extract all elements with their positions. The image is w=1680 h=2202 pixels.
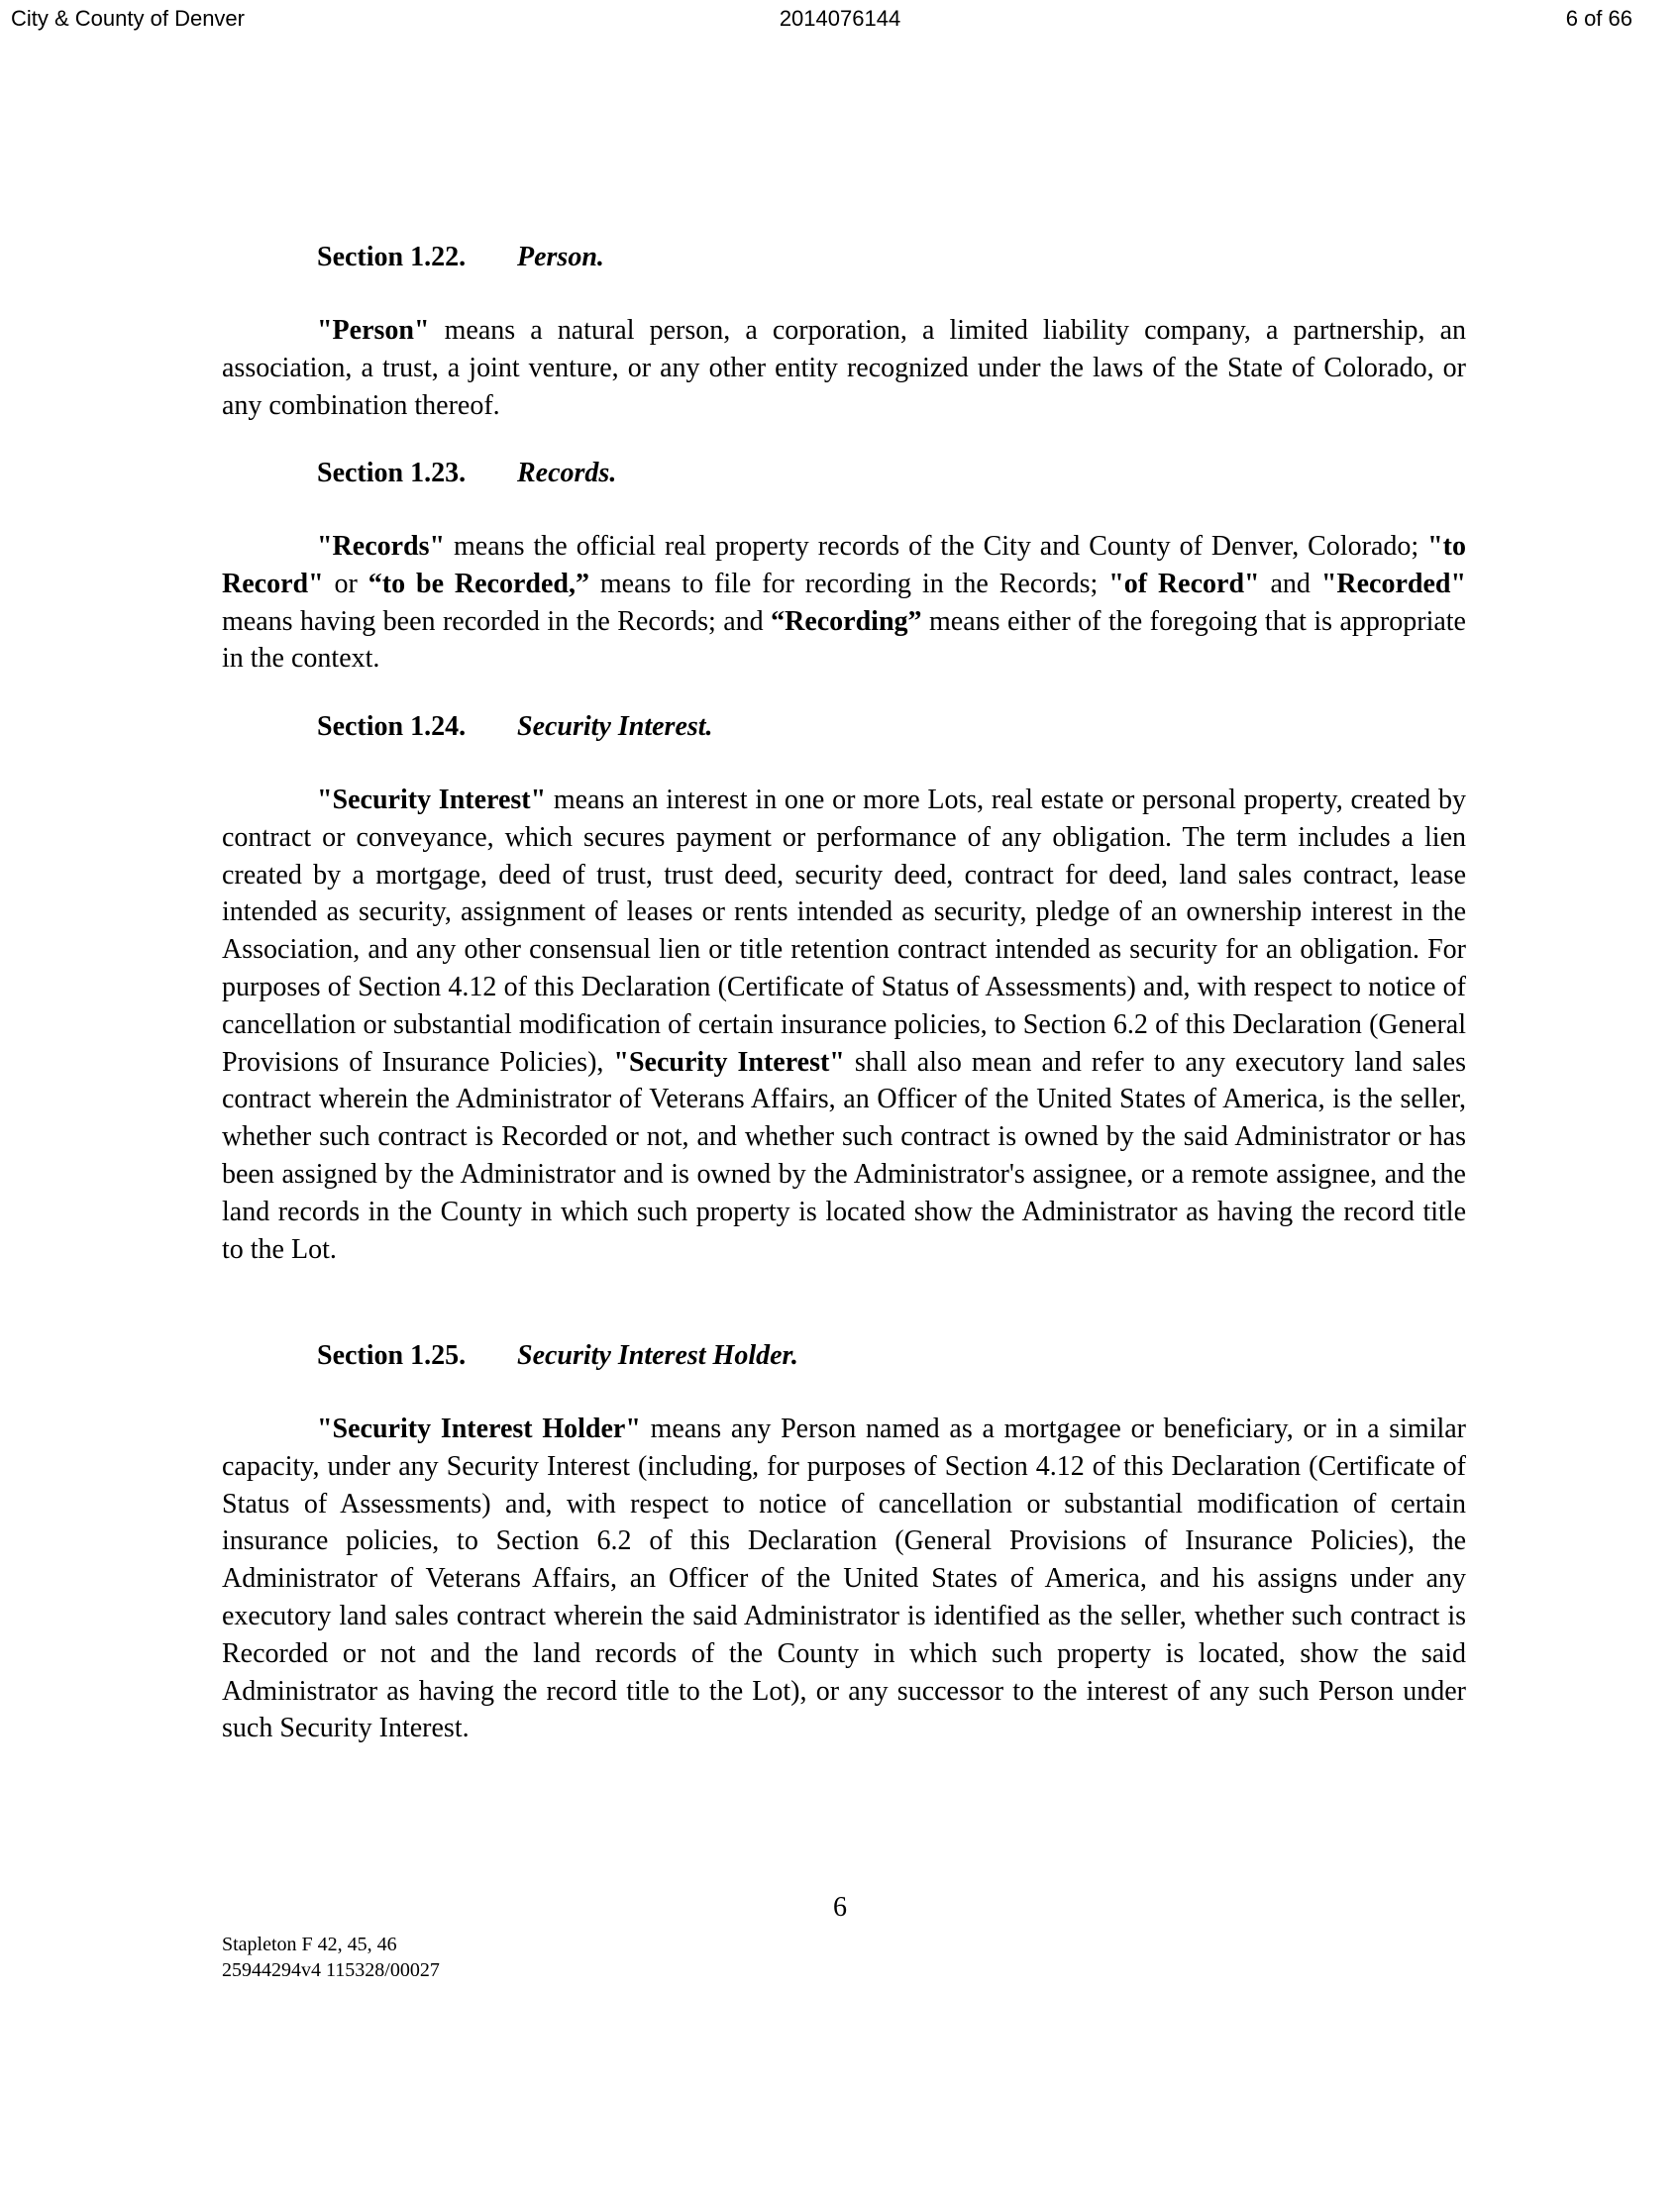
header-reception-number: 2014076144 — [779, 6, 901, 31]
defined-term: "Records" — [317, 531, 446, 562]
footer-line: Stapleton F 42, 45, 46 — [222, 1934, 397, 1955]
section-number: Section 1.24. — [317, 711, 467, 742]
header-page-count: 6 of 66 — [1565, 6, 1632, 31]
paragraph-text: or — [323, 568, 368, 599]
section-number: Section 1.22. — [317, 242, 467, 272]
page-number: 6 — [833, 1892, 847, 1923]
section-paragraph — [222, 1411, 1466, 1747]
defined-term: "Recorded" — [1320, 568, 1466, 599]
paragraph-text: means to file for recording in the Records; — [588, 568, 1109, 599]
section-heading — [317, 458, 616, 489]
section-title: Security Interest Holder. — [517, 1340, 798, 1371]
section-paragraph — [222, 312, 1466, 424]
paragraph-text: and — [1259, 568, 1321, 599]
section-paragraph — [222, 782, 1466, 1268]
paragraph-text: means having been recorded in the Records; and — [222, 605, 772, 637]
defined-term: “to be Recorded,” — [368, 568, 589, 599]
defined-term: "Security Interest Holder" — [317, 1414, 641, 1444]
section-number: Section 1.23. — [317, 458, 467, 488]
section-number: Section 1.25. — [317, 1340, 467, 1371]
section-heading — [317, 242, 604, 273]
section-heading — [317, 1340, 798, 1372]
section-title: Security Interest. — [517, 711, 713, 742]
paragraph-text: means an interest in one or more Lots, real estate or personal property, created by contract or conveyance, which secures payment or performance of any obligation. The term includes a lien created by a mortgage, deed of trust, trust deed, security deed, contract for deed, land sales contract, lease intended as security, assignment of leases or rents intended as security, pledge of an ownership interest in the Association, and any other consensual lien or title retention contract intended as security for an obligation. For purposes of Section 4.12 of this Declaration (Certificate of Status of Assessments) and, with respect to notice of cancellation or substantial modification of certain insurance policies, to Section 6.2 of this Declaration (General Provisions of Insurance Policies), — [222, 785, 1466, 1078]
header-jurisdiction: City & County of Denver — [11, 6, 245, 31]
section-title: Person. — [517, 242, 604, 272]
paragraph-text: means the official real property records of the City and County of Denver, Colorado; — [445, 531, 1428, 562]
page-header — [0, 6, 1680, 36]
footer-line: 25944294v4 115328/00027 — [222, 1959, 440, 1981]
defined-term: "to Record" — [222, 531, 1466, 599]
defined-term: "Security Interest" — [613, 1046, 845, 1078]
section-paragraph — [222, 528, 1466, 678]
defined-term: "of Record" — [1108, 568, 1260, 599]
paragraph-text: means either of the foregoing that is appropriate in the context. — [222, 605, 1466, 675]
paragraph-text: shall also mean and refer to any executory land sales contract wherein the Administrator of Veterans Affairs, an Officer of the United States of America, is the seller, whether such contract is Recorded or not, and whether such contract is owned by the said Administrator or has been assigned by the Administrator and is owned by the Administrator's assignee, or a remote assignee, and the land records in the County in which such property is located show the Administrator as having the record title to the Lot. — [222, 1046, 1467, 1265]
defined-term: "Person" — [317, 315, 430, 346]
paragraph-text: means any Person named as a mortgagee or beneficiary, or in a similar capacity, under any Security Interest (including, for purposes of Section 4.12 of this Declaration (Certificate of Status of Assessments) and, with respect to notice of cancellation or substantial modification of certain insurance policies, to Section 6.2 of this Declaration (General Provisions of Insurance Policies), the Administrator of Veterans Affairs, an Officer of the United States of America, and his assigns under any executory land sales contract wherein the said Administrator is identified as the seller, whether such contract is Recorded or not and the land records of the County in which such property is located, show the said Administrator as having the record title to the Lot), or any successor to the interest of any such Person under such Security Interest. — [222, 1414, 1466, 1744]
document-footer — [222, 1932, 440, 1983]
defined-term: “Recording” — [771, 605, 922, 637]
section-heading — [317, 711, 713, 743]
paragraph-text: means a natural person, a corporation, a limited liability company, a partnership, an association, a trust, a joint venture, or any other entity recognized under the laws of the State of Colorado, or any combination thereof. — [222, 315, 1466, 421]
defined-term: "Security Interest" — [317, 785, 547, 815]
section-title: Records. — [517, 458, 617, 488]
